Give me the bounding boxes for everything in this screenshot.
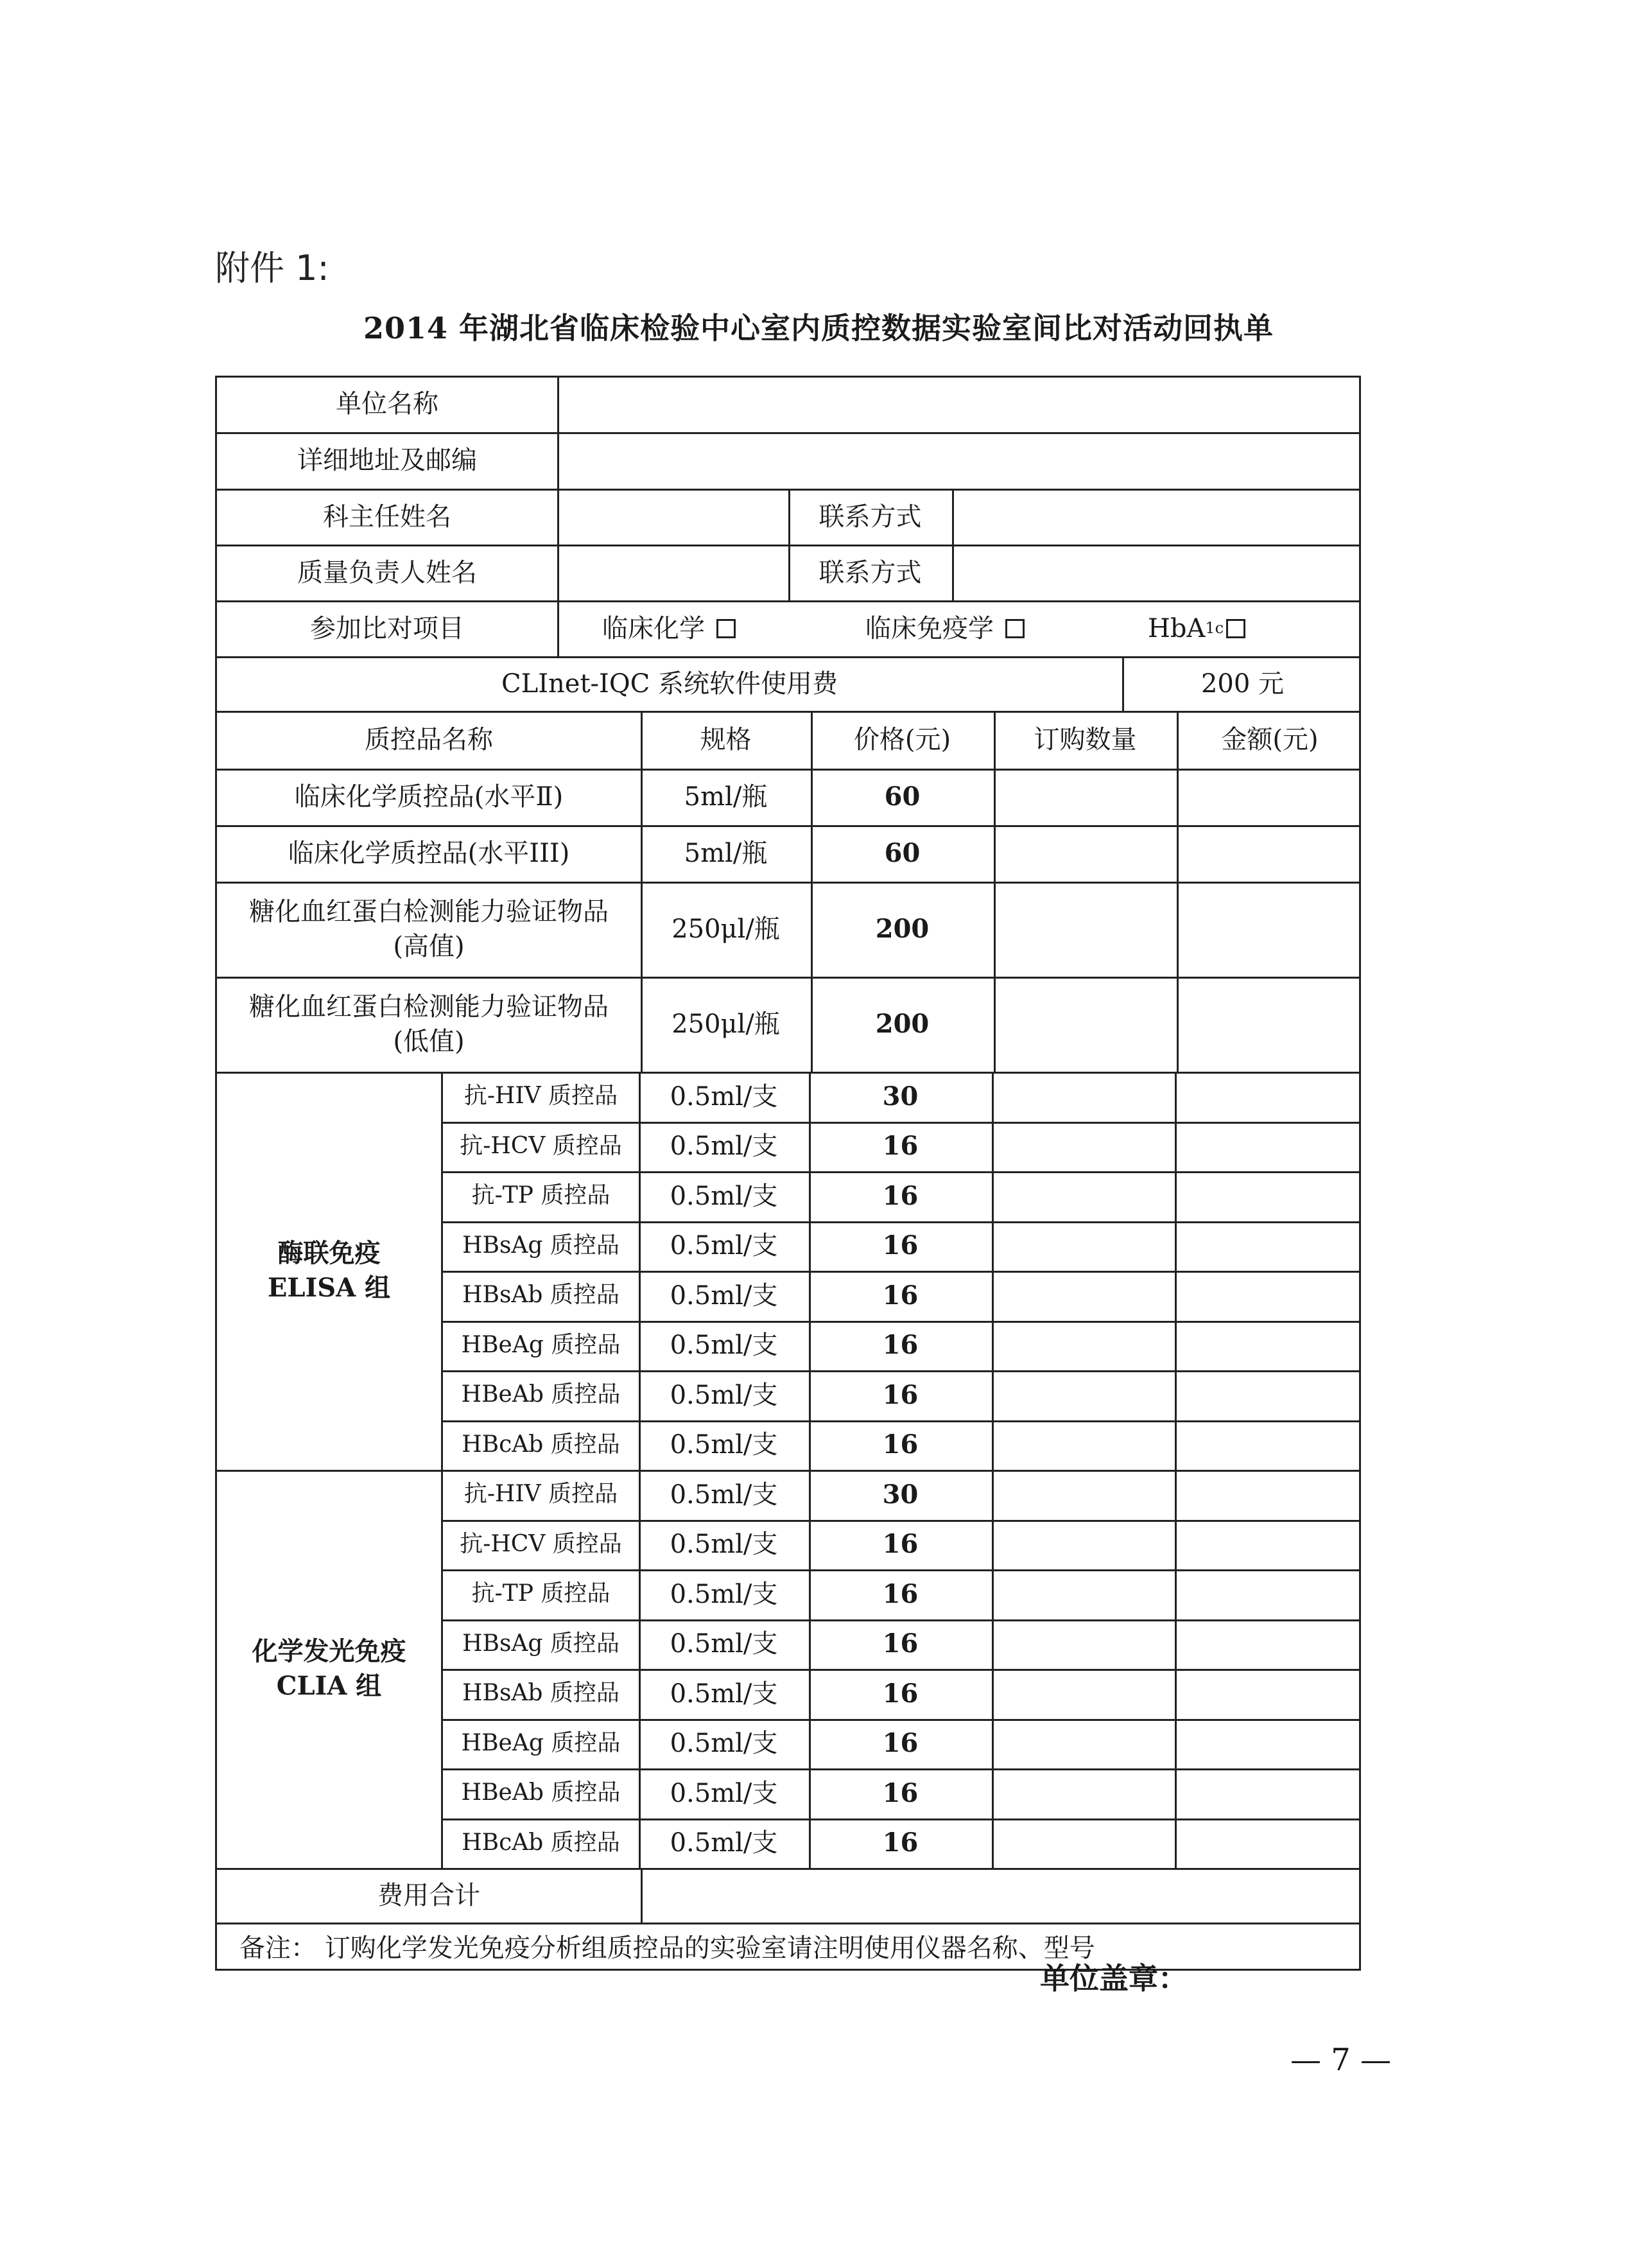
group-item-row [443,1819,1361,1869]
group-item-name: HBcAb 质控品 [462,1829,620,1856]
quality-row [215,545,1361,600]
group-item-name: 抗-TP 质控品 [471,1182,611,1209]
group-item-price: 16 [882,1230,919,1261]
option-subscript: 1c [1205,619,1224,638]
item-amount-field[interactable] [1177,769,1363,825]
software-price: 200 元 [1200,668,1285,699]
quality-contact-label: 联系方式 [818,557,922,588]
group-item-quantity-field[interactable] [992,1370,1175,1420]
item-spec: 5ml/瓶 [684,839,768,868]
group-item-name: 抗-HCV 质控品 [460,1530,622,1557]
total-label: 费用合计 [377,1880,480,1910]
group-item-quantity-field[interactable] [992,1768,1175,1819]
group-item-amount-field[interactable] [1175,1321,1361,1371]
group-item-quantity-field[interactable] [992,1619,1175,1670]
group-item-spec: 0.5ml/支 [670,1380,778,1410]
group-item-quantity-field[interactable] [992,1669,1175,1719]
form-title: 2014 年湖北省临床检验中心室内质控数据实验室间比对活动回执单 [363,311,1274,345]
group-item-name: HBsAg 质控品 [462,1232,619,1259]
total-field[interactable] [641,1868,1363,1923]
item-amount-field[interactable] [1177,825,1363,882]
unit-name-field[interactable] [557,376,1363,432]
group-item-spec: 0.5ml/支 [670,1231,778,1261]
group-item-spec: 0.5ml/支 [670,1629,778,1659]
item-row [215,769,1361,825]
checkbox-icon[interactable] [716,619,736,638]
group-item-amount-field[interactable] [1175,1122,1361,1172]
option-label: HbA [1148,613,1206,643]
unit-name-row [215,376,1361,432]
item-price: 200 [875,914,930,944]
group-name-line2: CLIA 组 [276,1671,382,1701]
item-name [217,882,641,977]
group-item-row [443,1420,1361,1470]
group-item-price: 16 [882,1728,919,1759]
group-item-row [443,1370,1361,1420]
quality-person-field[interactable] [557,545,788,600]
group-item-spec: 0.5ml/支 [670,1181,778,1211]
group-item-price: 16 [882,1379,919,1410]
participate-row [215,600,1361,656]
group-item-quantity-field[interactable] [992,1122,1175,1172]
group-item-price: 16 [882,1529,919,1560]
group-item-amount-field[interactable] [1175,1221,1361,1271]
group-item-quantity-field[interactable] [992,1569,1175,1619]
group-name-line1: 酶联免疫 [277,1238,381,1268]
remark-row [215,1923,1361,1969]
group-item-price: 16 [882,1777,919,1808]
item-price: 60 [884,838,921,868]
item-name [217,977,641,1072]
table-rule [215,1969,1361,1971]
option-clinical-chemistry[interactable] [602,600,808,656]
group-item-quantity-field[interactable] [992,1271,1175,1321]
option-label: 临床化学 [602,613,705,643]
item-row [215,977,1361,1072]
director-label: 科主任姓名 [323,502,451,532]
group-item-row [443,1669,1361,1719]
item-row [215,825,1361,882]
item-spec: 250μl/瓶 [671,1009,780,1039]
group-name-line1: 化学发光免疫 [252,1636,406,1666]
group-item-row [443,1171,1361,1221]
group-item-quantity-field[interactable] [992,1520,1175,1570]
item-name-line1: 糖化血红蛋白检测能力验证物品 [249,897,609,927]
checkbox-icon[interactable] [1226,619,1245,638]
group-item-name: HBsAb 质控品 [462,1282,619,1309]
group-item-spec: 0.5ml/支 [670,1778,778,1808]
header-3: 订购数量 [1034,725,1137,755]
group-item-name: HBsAb 质控品 [462,1680,619,1707]
group-item-amount-field[interactable] [1175,1669,1361,1719]
group-item-amount-field[interactable] [1175,1520,1361,1570]
group-name [217,1072,441,1470]
participate-label: 参加比对项目 [310,613,464,643]
stamp-label: 单位盖章： [1040,1961,1188,1996]
group-item-amount-field[interactable] [1175,1719,1361,1769]
group-item-row [443,1271,1361,1321]
group-item-amount-field[interactable] [1175,1271,1361,1321]
item-quantity-field[interactable] [994,769,1177,825]
item-row [215,882,1361,977]
column-rule [557,600,559,656]
item-name-line1: 糖化血红蛋白检测能力验证物品 [249,992,609,1022]
group-item-spec: 0.5ml/支 [670,1479,778,1510]
remark-text: 备注： 订购化学发光免疫分析组质控品的实验室请注明使用仪器名称、型号 [239,1933,1095,1963]
group-item-quantity-field[interactable] [992,1719,1175,1769]
group-item-row [443,1321,1361,1371]
group-item-row [443,1520,1361,1570]
header-4: 金额(元) [1221,725,1319,755]
header-0: 质控品名称 [365,725,493,755]
group-item-price: 16 [882,1330,919,1361]
group-item-price: 16 [882,1827,919,1858]
group-item-price: 16 [882,1578,919,1609]
group-item-quantity-field[interactable] [992,1171,1175,1221]
item-name: 临床化学质控品(水平III) [288,839,570,868]
group-item-name: 抗-HIV 质控品 [463,1083,618,1110]
item-name-line2: (高值) [393,932,465,961]
group-item-amount-field[interactable] [1175,1768,1361,1819]
item-price: 60 [884,781,921,812]
group-item-price: 30 [882,1479,919,1510]
group-item-spec: 0.5ml/支 [670,1679,778,1709]
group-item-spec: 0.5ml/支 [670,1579,778,1609]
group-item-price: 16 [882,1280,919,1311]
header-row [215,711,1361,769]
item-price: 200 [875,1009,930,1039]
address-label: 详细地址及邮编 [297,446,477,475]
group-item-row [443,1221,1361,1271]
group-item-name: HBeAb 质控品 [461,1779,621,1806]
item-quantity-field[interactable] [994,882,1177,977]
director-contact-label: 联系方式 [818,502,922,532]
group-item-amount-field[interactable] [1175,1370,1361,1420]
header-2: 价格(元) [853,725,951,755]
option-clinical-immunology[interactable] [865,600,1071,656]
group-item-price: 16 [882,1678,919,1709]
group-item-price: 16 [882,1180,919,1211]
group-item-price: 16 [882,1429,919,1460]
group-item-amount-field[interactable] [1175,1072,1361,1122]
group-item-quantity-field[interactable] [992,1072,1175,1122]
group-item-name: HBeAb 质控品 [461,1381,621,1408]
group-item-row [443,1569,1361,1619]
group-item-spec: 0.5ml/支 [670,1530,778,1560]
group-item-name: HBeAg 质控品 [461,1331,621,1358]
group-name-line2: ELISA 组 [267,1273,391,1303]
software-label: CLInet-IQC 系统软件使用费 [501,668,838,699]
group-item-amount-field[interactable] [1175,1171,1361,1221]
group-item-row [443,1768,1361,1819]
unit-name-label: 单位名称 [336,389,438,419]
item-quantity-field[interactable] [994,977,1177,1072]
page-number: — 7 — [1290,2042,1392,2078]
group-item-spec: 0.5ml/支 [670,1430,778,1460]
item-amount-field[interactable] [1177,977,1363,1072]
director-field[interactable] [557,489,788,545]
group-item-row [443,1719,1361,1769]
address-row [215,432,1361,489]
group-item-spec: 0.5ml/支 [670,1081,778,1112]
group-item-row [443,1470,1361,1520]
group-item-row [443,1072,1361,1122]
director-contact-field[interactable] [952,489,1363,545]
checkbox-icon[interactable] [1005,619,1025,638]
software-row [215,656,1361,711]
group-item-price: 16 [882,1628,919,1659]
group-item-spec: 0.5ml/支 [670,1729,778,1759]
group-item-price: 16 [882,1131,919,1162]
address-field[interactable] [557,432,1363,489]
attachment-label: 附件 1: [215,248,329,288]
quality-contact-field[interactable] [952,545,1363,600]
group-item-quantity-field[interactable] [992,1470,1175,1520]
group-item-name: 抗-TP 质控品 [471,1580,611,1607]
group-label-block [215,1072,443,1470]
group-item-quantity-field[interactable] [992,1420,1175,1470]
option-label: 临床免疫学 [865,613,994,643]
item-quantity-field[interactable] [994,825,1177,882]
group-item-quantity-field[interactable] [992,1221,1175,1271]
group-item-name: HBsAg 质控品 [462,1630,619,1657]
option-hba1c[interactable] [1148,600,1289,656]
group-item-quantity-field[interactable] [992,1819,1175,1869]
group-item-spec: 0.5ml/支 [670,1131,778,1162]
item-amount-field[interactable] [1177,882,1363,977]
group-item-amount-field[interactable] [1175,1420,1361,1470]
group-item-row [443,1122,1361,1172]
item-spec: 250μl/瓶 [671,914,780,944]
group-name [217,1470,441,1868]
group-item-name: HBeAg 质控品 [461,1729,621,1756]
group-item-amount-field[interactable] [1175,1470,1361,1520]
group-item-amount-field[interactable] [1175,1569,1361,1619]
item-name-line2: (低值) [393,1027,465,1056]
group-item-spec: 0.5ml/支 [670,1280,778,1311]
group-item-spec: 0.5ml/支 [670,1828,778,1858]
group-item-amount-field[interactable] [1175,1819,1361,1869]
total-row [215,1868,1361,1923]
group-label-block [215,1470,443,1868]
header-1: 规格 [700,725,752,755]
item-spec: 5ml/瓶 [684,782,768,812]
director-row [215,489,1361,545]
group-item-amount-field[interactable] [1175,1619,1361,1670]
group-item-name: 抗-HIV 质控品 [463,1481,618,1508]
group-item-row [443,1619,1361,1670]
quality-person-label: 质量负责人姓名 [297,557,477,588]
group-item-name: HBcAb 质控品 [462,1431,620,1458]
group-item-spec: 0.5ml/支 [670,1330,778,1361]
group-item-quantity-field[interactable] [992,1321,1175,1371]
group-item-price: 30 [882,1081,919,1112]
group-item-name: 抗-HCV 质控品 [460,1132,622,1159]
item-name: 临床化学质控品(水平Ⅱ) [294,782,564,812]
